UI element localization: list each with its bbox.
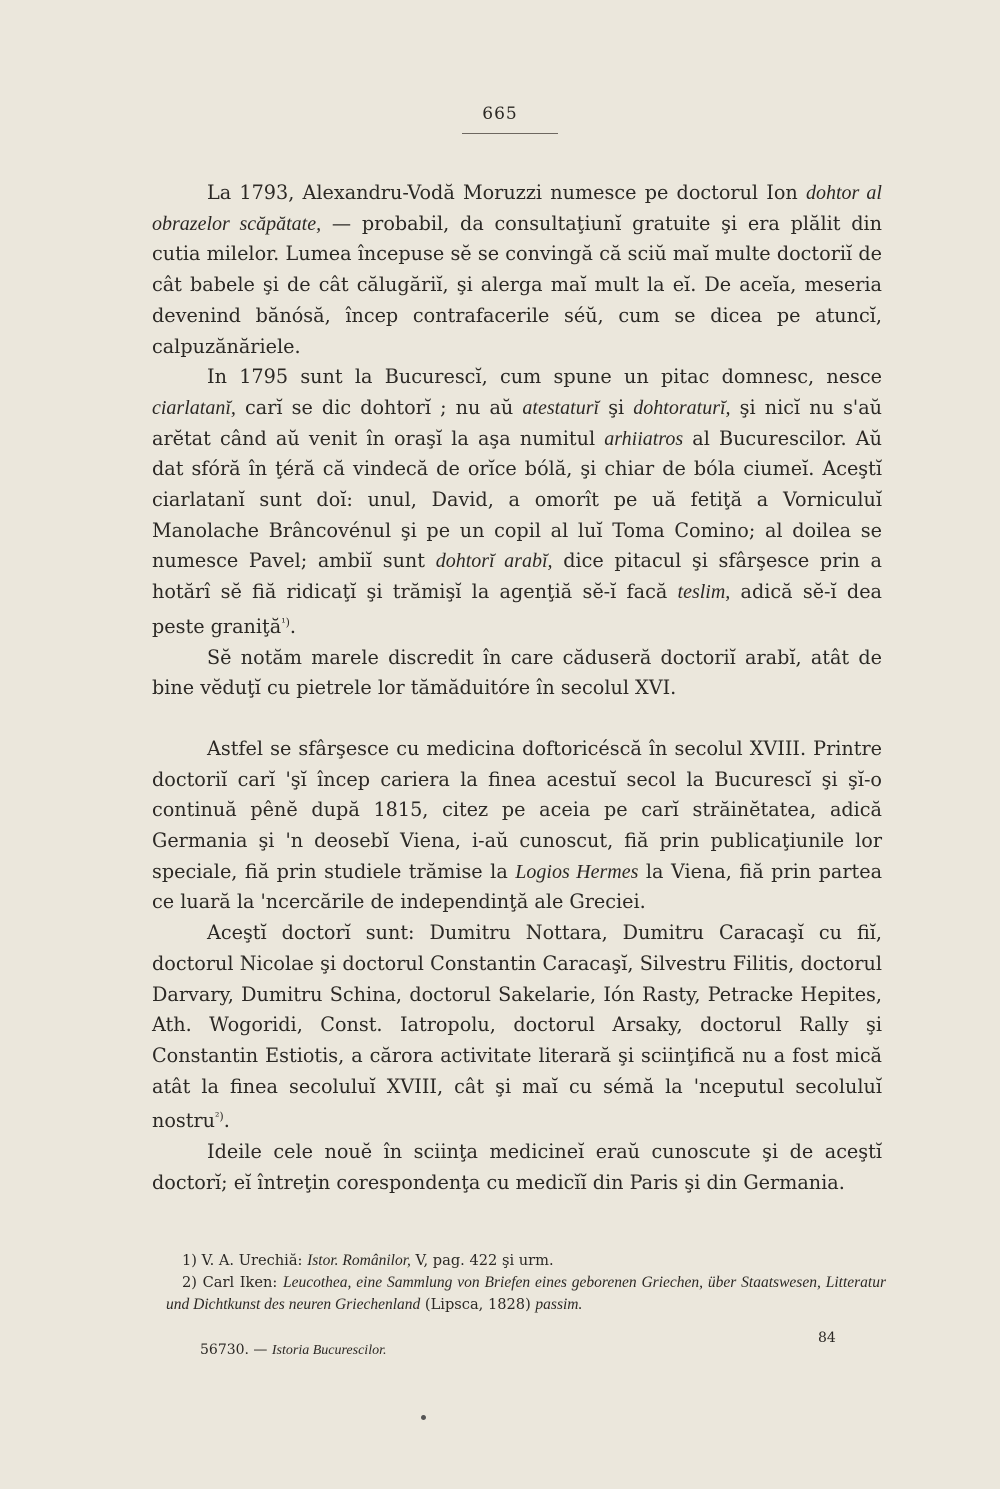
text-run: In 1795 sunt la Bucurescĭ, cum spune un pitac domnesc, nesce <box>207 365 882 389</box>
ink-dot <box>421 1415 426 1420</box>
footnote-1 <box>166 1250 886 1272</box>
text-run: (Lipsca, 1828) <box>420 1296 536 1313</box>
text-run: Astfel se sfârşesce cu medicina doftoricéscă în secolul XVIII. Printre doctoriĭ carĭ 'şĭ încep cariera la finea acestuĭ secol la Bucurescĭ şi şĭ-o continuă pênĕ după 1815, citez pe aceia pe carĭ străinĕtatea, adică Germania şi 'n deosebĭ Viena, i-aŭ cunoscut, fiă prin publicaţiunile lor speciale, fiă prin studiele trămise la <box>152 736 882 883</box>
italic-term: Logios Hermes <box>515 860 639 883</box>
page-number: 665 <box>482 104 518 124</box>
paragraph-6: Ideile cele nouĕ în sciinţa medicineĭ eraŭ cunoscute şi de aceştĭ doctorĭ; eĭ întreţin corespondenţa cu medicĭĭ din Paris şi din Germania. <box>152 1140 882 1194</box>
footnote-ref-1: ¹) <box>281 615 290 629</box>
imprint-title: Istoria Bucurescilor. <box>271 1343 387 1358</box>
text-run: la Viena, fiă prin partea ce luară la 'ncercările de independinţă ale Greciei. <box>152 859 883 914</box>
italic-term: ciarlatanĭ, <box>152 396 236 419</box>
page-number-rule <box>462 133 558 134</box>
text-run: 2) Carl Iken: <box>182 1274 283 1291</box>
italic-term: atestaturĭ <box>522 396 600 419</box>
paragraph-2 <box>152 362 882 642</box>
italic-term: dohtorĭ arabĭ, <box>435 550 553 573</box>
text-run: . <box>289 614 297 638</box>
text-run: carĭ se dic dohtorĭ ; nu aŭ <box>235 395 523 419</box>
text-run: şi <box>599 395 634 419</box>
italic-term: Leucothea, eine Sammlung von Briefen eines geborenen Griechen, über Staatswesen, Litteratur und Dichtkunst des neuren Griechenland <box>166 1274 886 1313</box>
italic-term: arhiiatros <box>604 427 684 450</box>
text-run: V, pag. 422 şi urm. <box>410 1252 554 1269</box>
text-run: al Bucurescilor. Aŭ dat sfóră în ţéră că vindecă de orĭce bólă, şi chiar de bóla ciumeĭ. Aceştĭ ciarlatanĭ sunt doĭ: unul, David, a omorît pe uă fetiţă a Vorniculuĭ Manolache Brâncovénul şi pe un copil al luĭ Toma Comino; al doilea se numesce Pavel; ambiĭ sunt <box>152 426 882 573</box>
italic-term: dohtor al obrazelor scăpătate, <box>152 182 882 235</box>
footnotes <box>166 1250 886 1316</box>
body-text <box>152 178 882 1199</box>
italic-term: Istor. Românilor, <box>307 1252 411 1269</box>
italic-term: dohtoraturĭ, <box>633 396 731 419</box>
text-run: dice pitacul şi sfârşesce prin a hotărî sĕ fiă ridicaţĭ şi trămişĭ la agenţiă sĕ-ĭ facă <box>152 549 882 604</box>
paragraph-4 <box>152 734 882 918</box>
text-run: . <box>223 1109 230 1133</box>
text-run: şi nicĭ nu s'aŭ arĕtat când aŭ venit în oraşĭ la aşa numitul <box>152 395 882 450</box>
footnote-2 <box>166 1272 886 1316</box>
italic-term: passim. <box>535 1296 583 1313</box>
footnote-ref-2: ²) <box>215 1110 224 1124</box>
text-run: — probabil, da consultaţiunĭ gratuite şi era plălit din cutia milelor. Lumea începuse sĕ se convingă că sciŭ maĭ multe doctoriĭ de cât babele şi de cât călugăriĭ, şi alerga maĭ mult la eĭ. De aceĭa, meseria devenind bănósă, încep contrafacerile séŭ, cum se dicea pe atuncĭ, calpuzănăriele. <box>152 211 883 358</box>
italic-term: teslim, <box>677 581 731 604</box>
imprint-number: 56730. — <box>200 1342 272 1358</box>
sheet-signature: 84 <box>818 1330 836 1346</box>
printer-imprint <box>200 1342 386 1359</box>
paragraph-5 <box>152 918 882 1137</box>
text-run: adică sĕ-ĭ dea peste graniţă <box>152 580 882 638</box>
paragraph-3: Sĕ notăm marele discredit în care căduseră doctoriĭ arabĭ, atât de bine vĕduţĭ cu pietrele lor tămăduitóre în secolul XVI. <box>152 645 882 700</box>
text-run: La 1793, Alexandru-Vodă Moruzzi numesce pe doctorul Ion <box>207 181 806 204</box>
text-run: 1) V. A. Urechiă: <box>182 1252 308 1269</box>
text-run: Aceştĭ doctorĭ sunt: Dumitru Nottara, Dumitru Caracaşĭ cu fiĭ, doctorul Nicolae şi doctorul Constantin Caracaşĭ, Silvestru Filitis, doctorul Darvary, Dumitru Schina, doctorul Sakelarie, Ión Rasty, Petracke Hepites, Ath. Wogoridi, Const. Iatropolu, doctorul Arsaky, doctorul Rally şi Constantin Estiotis, a cărora activitate literară şi sciinţifică nu a fost mică atât la finea secoluluĭ XVIII, cât şi maĭ cu sémă la 'nceputul secoluluĭ nostru <box>152 921 882 1133</box>
paragraph-1 <box>152 178 882 362</box>
